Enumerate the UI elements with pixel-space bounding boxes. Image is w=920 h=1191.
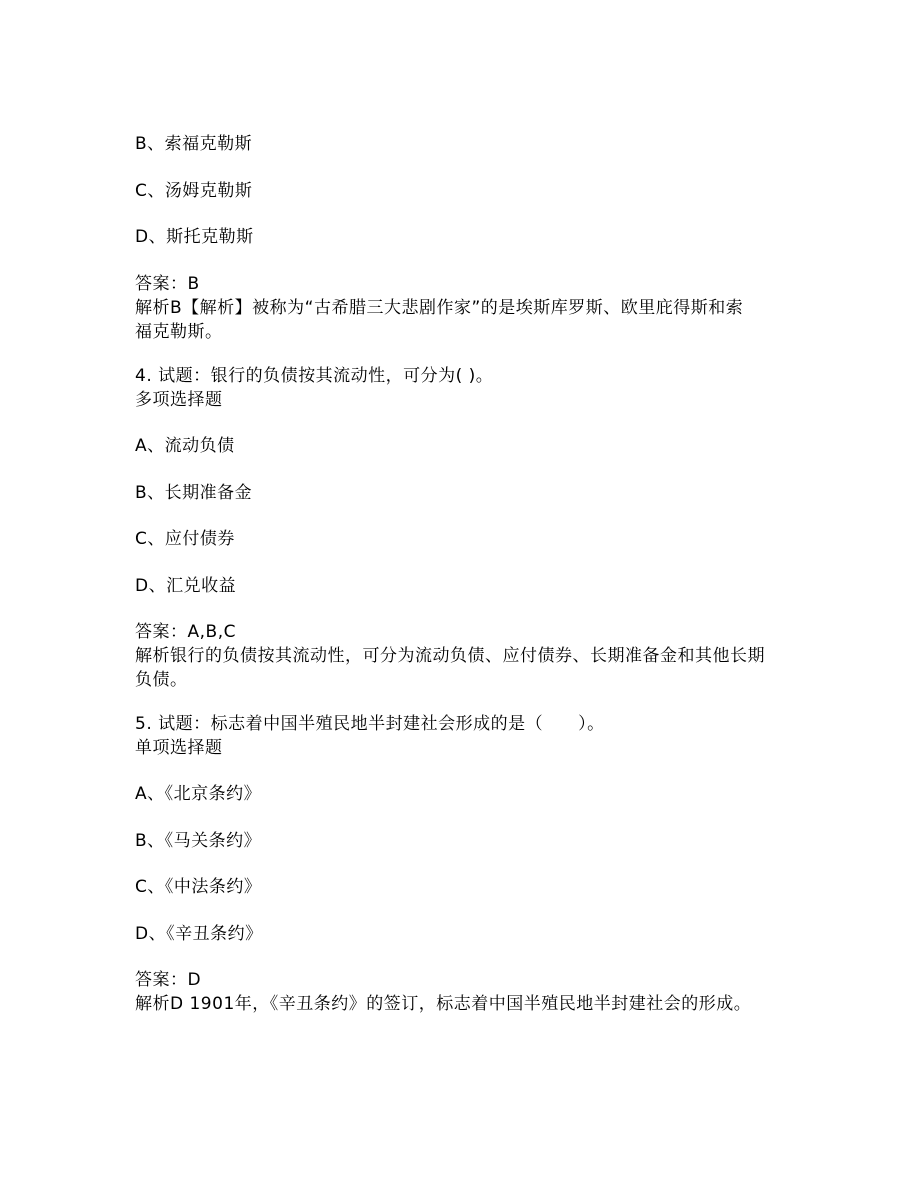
q4-explanation-line1: 解析银行的负债按其流动性，可分为流动负债、应付债券、长期准备金和其他长期 <box>135 646 765 666</box>
q4-option-c: C、应付债券 <box>135 529 235 549</box>
q3-explanation-line2: 福克勒斯。 <box>135 322 223 342</box>
q5-option-d: D、《辛丑条约》 <box>135 924 263 944</box>
q4-option-a: A、流动负债 <box>135 436 235 456</box>
q4-question: 4. 试题：银行的负债按其流动性，可分为( )。 <box>135 366 494 386</box>
q4-option-b: B、长期准备金 <box>135 483 253 503</box>
q4-type: 多项选择题 <box>135 390 223 410</box>
q5-option-a: A、《北京条约》 <box>135 784 262 804</box>
q3-explanation-line1: 解析B【解析】被称为“古希腊三大悲剧作家”的是埃斯库罗斯、欧里庇得斯和索 <box>135 298 744 318</box>
q4-option-d: D、汇兑收益 <box>135 576 237 596</box>
q4-answer: 答案：A,B,C <box>135 622 236 642</box>
q5-option-c: C、《中法条约》 <box>135 877 262 897</box>
q3-option-c: C、汤姆克勒斯 <box>135 181 253 201</box>
q5-type: 单项选择题 <box>135 738 223 758</box>
q4-explanation-line2: 负债。 <box>135 670 188 690</box>
q3-option-b: B、索福克勒斯 <box>135 134 253 154</box>
q3-answer: 答案：B <box>135 274 200 294</box>
q5-answer: 答案：D <box>135 970 202 990</box>
q5-question: 5. 试题：标志着中国半殖民地半封建社会形成的是（ ）。 <box>135 714 605 734</box>
q5-explanation: 解析D 1901年，《辛丑条约》的签订，标志着中国半殖民地半封建社会的形成。 <box>135 994 752 1014</box>
q5-option-b: B、《马关条约》 <box>135 831 262 851</box>
q3-option-d: D、斯托克勒斯 <box>135 227 254 247</box>
